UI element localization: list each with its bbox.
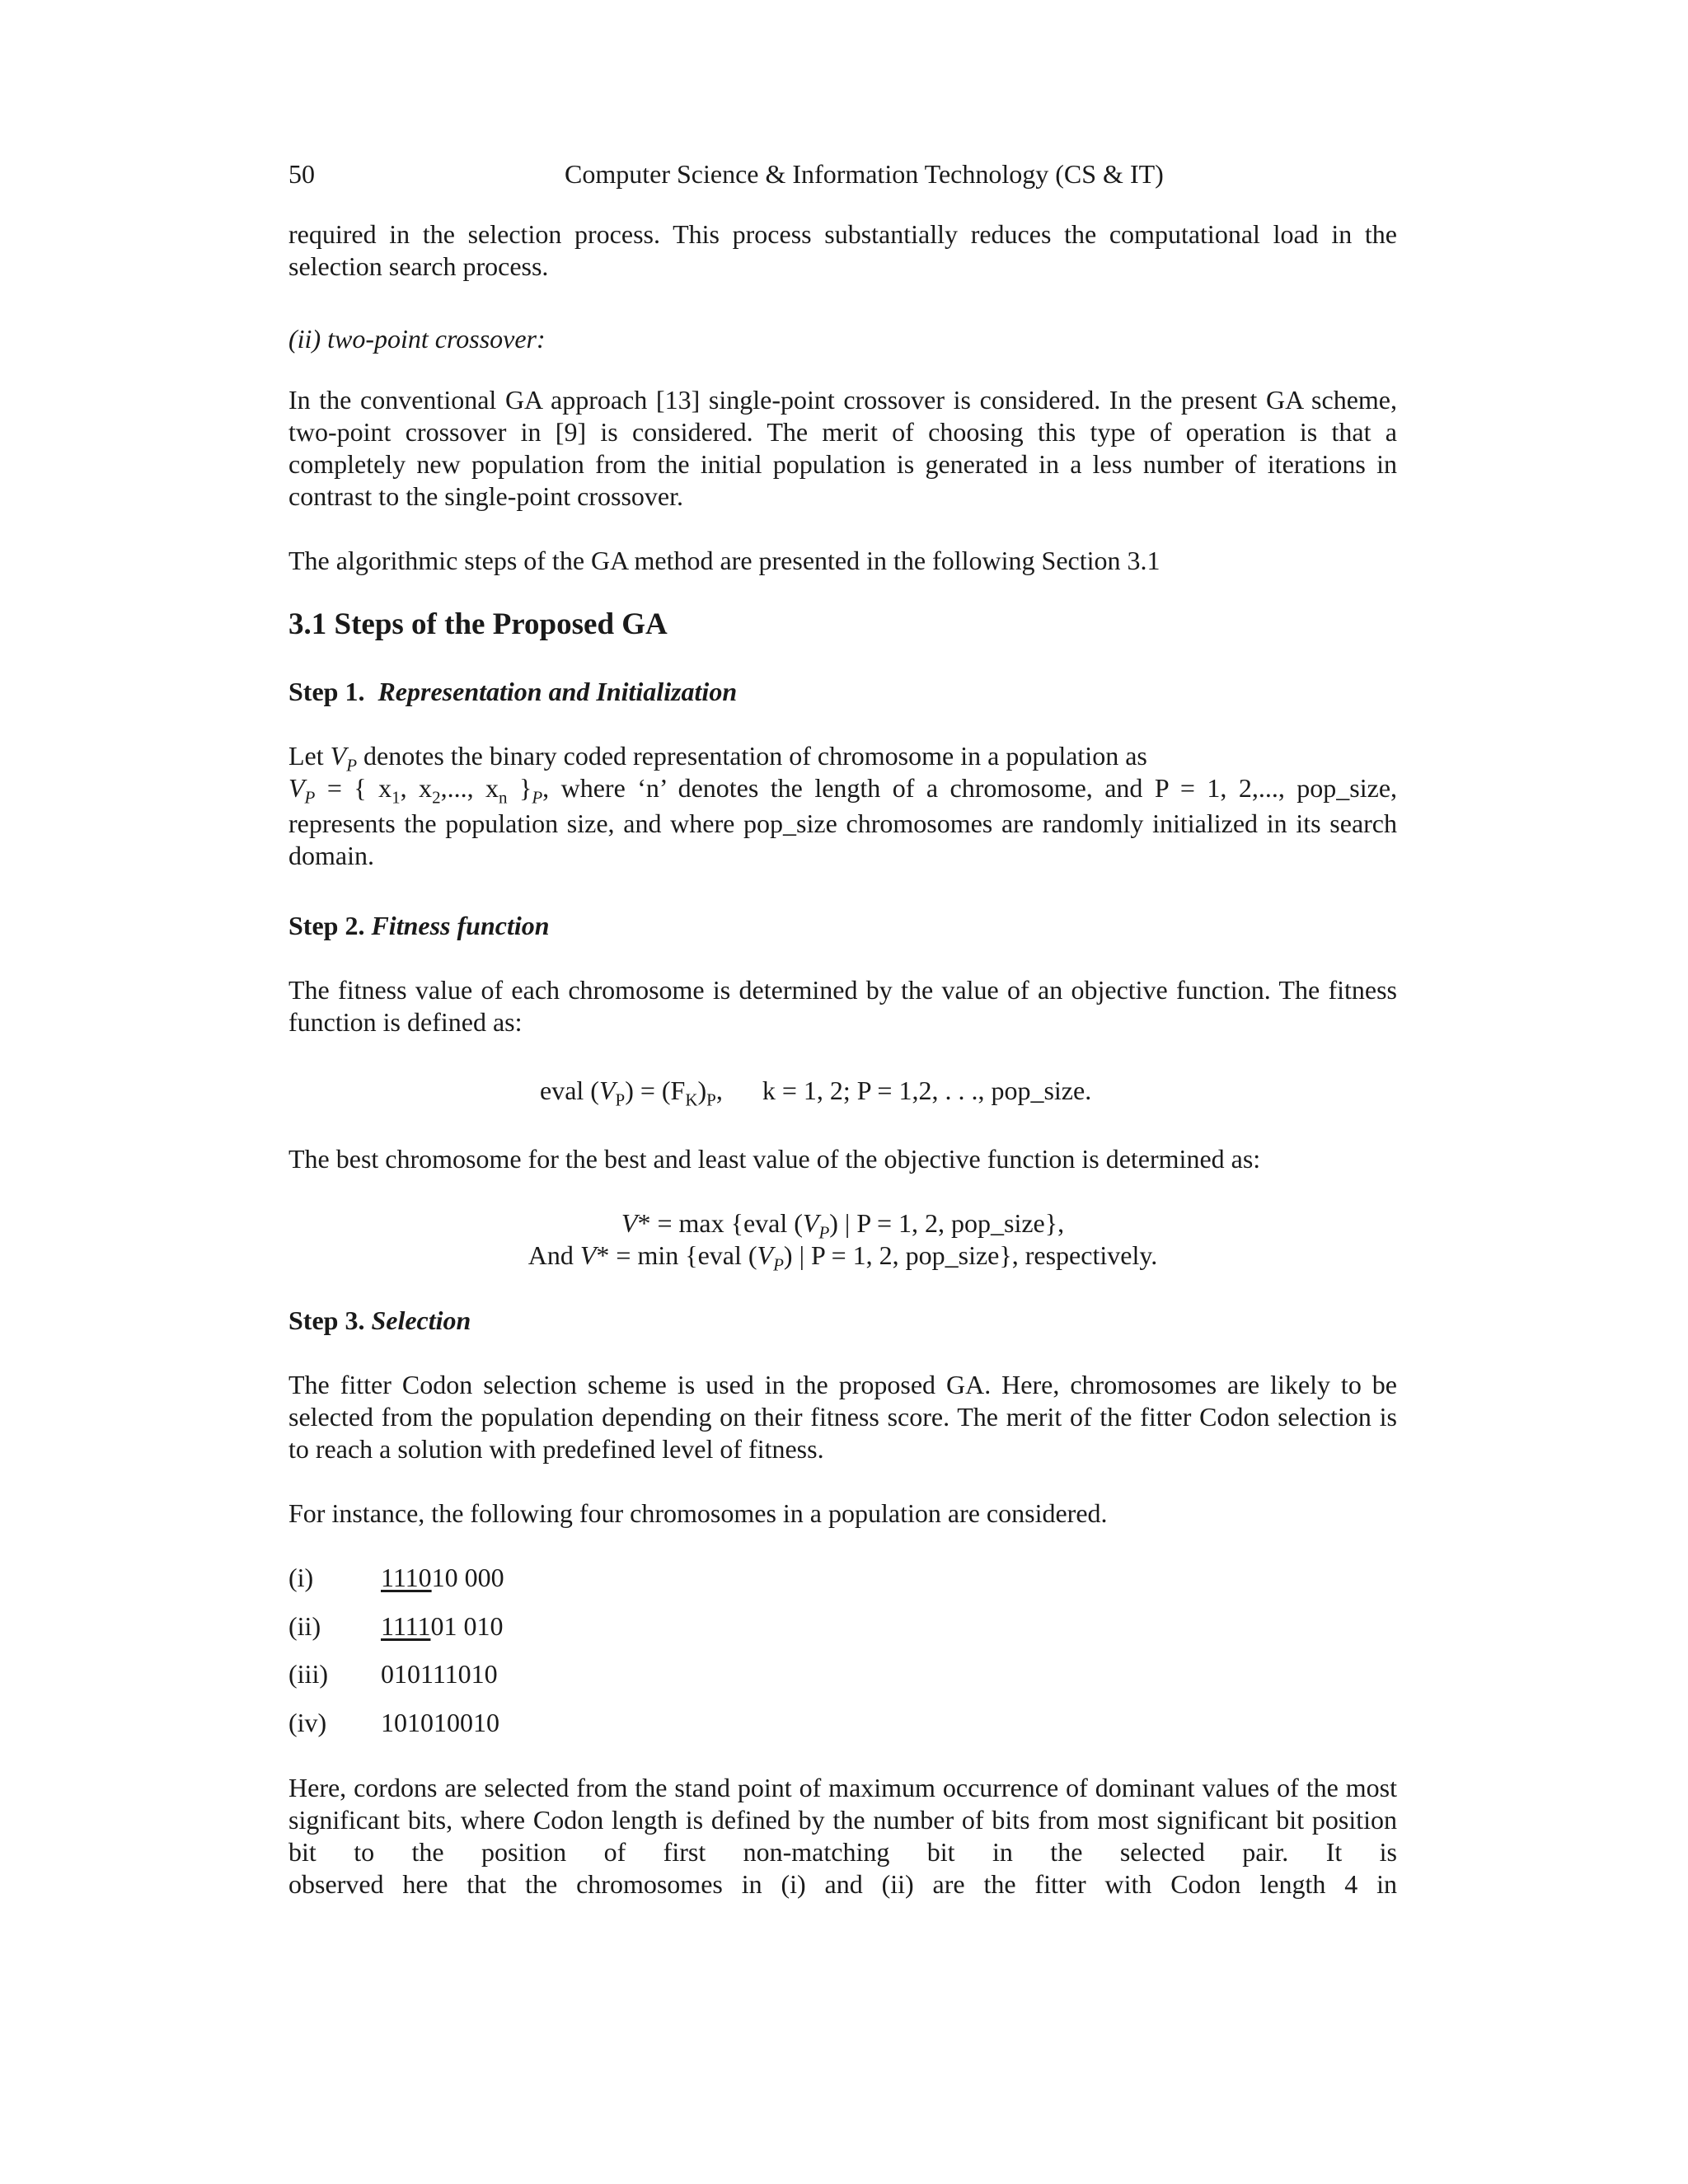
text-run: ,..., x [440,773,499,803]
text-run: , [715,1076,723,1105]
list-number: (iii) [288,1659,328,1689]
page-number: 50 [288,159,315,189]
bits-rest: 101010010 [381,1708,499,1737]
text-run: } [507,773,532,803]
journal-title: Computer Science & Information Technology (CS & IT) [565,159,1164,189]
variable-v: V [802,1208,819,1238]
subscript: n [499,787,508,808]
subscript: P [706,1090,716,1110]
step-title: Fitness function [371,911,550,940]
list-number: (iv) [288,1708,327,1737]
subscript: P [532,787,543,808]
text-run: = { x [315,773,392,803]
variable-v: V [621,1208,638,1238]
text-run: ) [697,1076,707,1105]
closing-paragraph [288,1772,1397,1900]
chromosome-bits [381,1562,504,1594]
variable-v: V [579,1240,597,1270]
list-number: (i) [288,1563,314,1592]
text-run: denotes the binary coded representation of chromosome in a population as [357,741,1147,771]
text-run: k = 1, 2; P = 1,2, . . ., pop_size. [762,1076,1092,1105]
subscript: 2 [432,787,441,808]
min-equation [288,1240,1397,1275]
text-run: Let [288,741,331,771]
running-header [288,158,1397,191]
closing-last-line: observed here that the chromosomes in (i) and (ii) are the fitter with Codon length 4 in [288,1869,1397,1899]
step-title: Selection [371,1305,471,1335]
step1-line3: represents the population size, and where pop_size chromosomes are randomly initialized in its search domain. [288,808,1397,870]
text-run: eval ( [540,1076,599,1105]
subscript: P [818,1222,830,1243]
bits-rest: 010111010 [381,1659,498,1689]
subscript: P [304,787,316,808]
text-run: * = max {eval ( [637,1208,803,1238]
text-run: , where ‘n’ denotes the length of a chromosome, and P = 1, 2,..., pop_size, [542,773,1398,803]
variable-v: V [330,741,347,771]
step-label: Step 2 [288,911,359,940]
chromosome-bits [381,1610,503,1643]
list-number: (ii) [288,1611,321,1641]
step2-heading: Step 2. Fitness function [288,911,550,940]
closing-lines: Here, cordons are selected from the stand point of maximum occurrence of dominant values of the most significant bits, where Codon length is defined by the number of bits from most significant bit position bit to the position of first non-matching bit in the selected pair. It is [288,1773,1397,1867]
step2-paragraph: The fitness value of each chromosome is determined by the value of an objective function. The fitness function is defined as: [288,975,1397,1037]
step1-heading [288,676,1397,708]
subscript: P [615,1090,626,1110]
instance-paragraph: For instance, the following four chromosomes in a population are considered. [288,1498,1108,1528]
subsection-heading: (ii) two-point crossover: [288,324,546,354]
paragraph-line: selection search process. [288,251,549,281]
text-run: ) | P = 1, 2, pop_size}, respectively. [783,1240,1158,1270]
text-run: * = min {eval ( [596,1240,757,1270]
variable-v: V [288,773,305,803]
step-title: Representation and Initialization [377,677,738,706]
chromosome-bits [381,1658,498,1690]
subscript: 1 [392,787,401,808]
step1-paragraph [288,740,1397,872]
text-run: ) | P = 1, 2, pop_size}, [829,1208,1065,1238]
continuation-paragraph [288,218,1397,283]
step1-line1 [288,740,1397,776]
algorithm-intro: The algorithmic steps of the GA method are presented in the following Section 3.1 [288,546,1160,575]
variable-v: V [598,1076,616,1105]
fitness-equation [540,1075,1092,1110]
paragraph-line: required in the selection process. This process substantially reduces the computational load in the [288,219,1397,249]
chromosome-bits [381,1707,499,1739]
section-title: 3.1 Steps of the Proposed GA [288,607,668,641]
text-run: , x [400,773,433,803]
step2-paragraph-2: The best chromosome for the best and least value of the objective function is determined as: [288,1144,1261,1174]
subscript: P [773,1254,784,1275]
text-run: And [528,1240,580,1270]
max-equation [288,1207,1397,1243]
bits-rest: 10 000 [431,1563,504,1592]
bits-rest: 01 010 [430,1611,504,1641]
step-label: Step 3 [288,1305,359,1335]
step3-paragraph: The fitter Codon selection scheme is used in the proposed GA. Here, chromosomes are likely to be selected from the population depending on their fitness score. The merit of the fitter Codon selection is to reach a solution with predefined level of fitness. [288,1370,1397,1464]
codon-underline: 1111 [381,1611,431,1641]
subscript: P [346,755,358,776]
crossover-paragraph: In the conventional GA approach [13] single-point crossover is considered. In the present GA scheme, two-point crossover in [9] is considered. The merit of choosing this type of operation is that a completely new population from the initial population is generated in a less number of iterations in contrast to the single-point crossover. [288,385,1397,511]
variable-v: V [757,1240,774,1270]
subscript: K [685,1090,698,1110]
step3-heading: Step 3. Selection [288,1305,471,1335]
text-run: ) = (F [625,1076,686,1105]
step-label: Step 1. [288,677,365,706]
step1-line2 [288,772,1398,808]
codon-underline: 1110 [381,1563,432,1592]
